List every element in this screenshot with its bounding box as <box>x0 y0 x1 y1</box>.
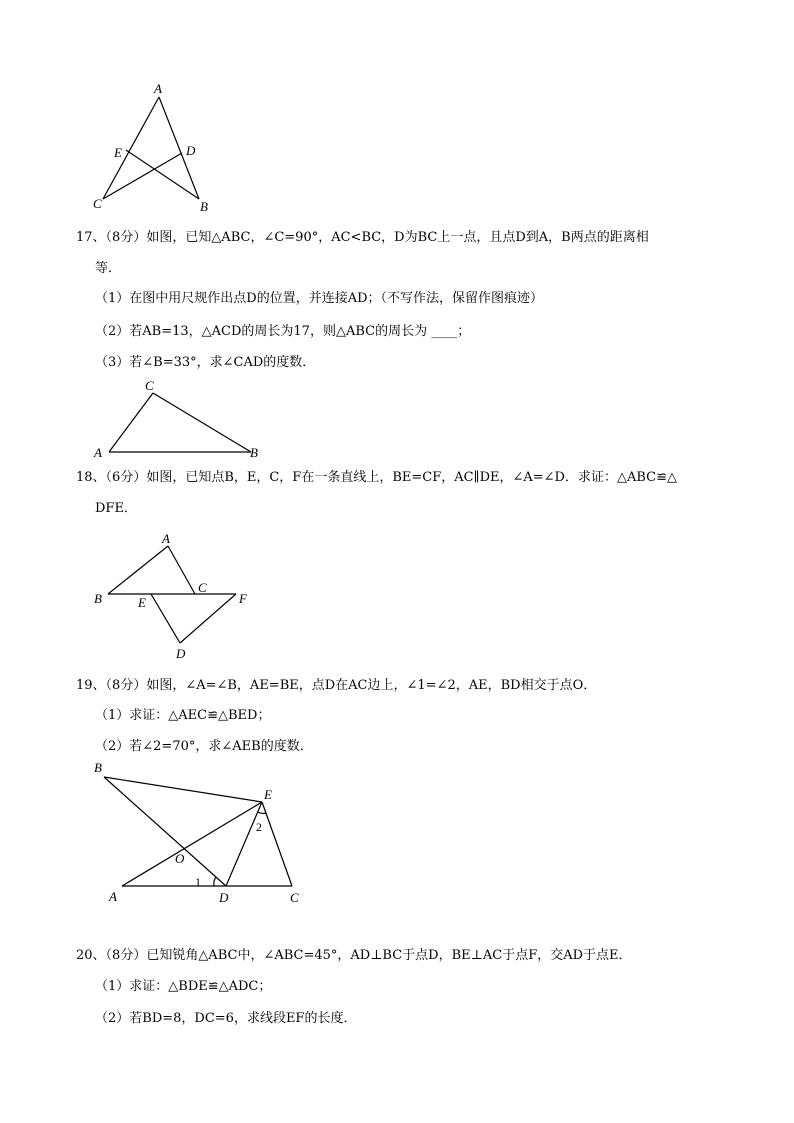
label-A: A <box>154 81 162 96</box>
q17-stem-cont: 等． <box>95 261 122 276</box>
segment-AC <box>109 393 153 452</box>
q20-stem: 20、（8分）已知锐角△ABC中，∠ABC=45°，AD⊥BC于点D，BE⊥AC于点F，交AD于点E． <box>76 948 632 963</box>
q20-part2: （2）若BD=8，DC=6，求线段EF的长度． <box>95 1011 357 1026</box>
q17-stem: 17、（8分）如图，已知△ABC，∠C=90°，AC<BC，D为BC上一点，且点D到A，B两点的距离相 <box>76 230 649 245</box>
segment-EC <box>262 802 292 886</box>
label-E: E <box>264 787 272 802</box>
q17-part1: （1）在图中用尺规作出点D的位置，并连接AD；（不写作法，保留作图痕迹） <box>95 291 544 306</box>
q18-stem: 18、（6分）如图，已知点B，E，C，F在一条直线上，BE=CF，AC∥DE，∠A=∠D．求证：△ABC≌△ <box>76 470 677 485</box>
label-B: B <box>250 445 258 460</box>
label-C: C <box>290 890 299 905</box>
label-angle-1: 1 <box>195 875 201 889</box>
label-B: B <box>200 199 208 214</box>
q17-part3: （3）若∠B=33°，求∠CAD的度数． <box>95 355 316 370</box>
segment-DF <box>180 594 236 643</box>
segment-AE <box>122 802 262 886</box>
figure-q18 <box>0 525 794 665</box>
figure-q19 <box>0 755 794 915</box>
label-D: D <box>219 890 229 905</box>
figure-q16 <box>0 0 794 220</box>
segment-AC <box>168 546 195 594</box>
q19-stem: 19、（8分）如图，∠A=∠B，AE=BE，点D在AC边上，∠1=∠2，AE，BD相交于点O． <box>76 678 597 693</box>
label-D: D <box>186 143 196 158</box>
label-A: A <box>162 531 170 546</box>
q19-part2: （2）若∠2=70°，求∠AEB的度数． <box>95 739 313 754</box>
segment-AC <box>103 97 159 199</box>
angle-1-arc <box>214 877 216 886</box>
q19-part1: （1）求证：△AEC≌△BED； <box>95 708 271 723</box>
label-C: C <box>145 378 154 393</box>
q18-stem-cont: DFE． <box>95 501 137 516</box>
segment-BA <box>108 546 168 594</box>
segment-ED <box>151 594 180 643</box>
label-O: O <box>175 851 185 866</box>
label-B: B <box>94 760 102 775</box>
label-E: E <box>114 145 122 160</box>
label-A: A <box>94 445 102 460</box>
q17-part2: （2）若AB=13，△ACD的周长为17，则△ABC的周长为 ____； <box>95 324 471 339</box>
label-D: D <box>176 646 186 661</box>
label-C: C <box>198 580 207 595</box>
label-F: F <box>239 591 247 606</box>
label-A: A <box>109 889 117 904</box>
label-C: C <box>93 196 102 211</box>
segment-CB <box>153 393 251 452</box>
segment-DE <box>226 802 262 886</box>
angle-2-arc <box>258 812 266 813</box>
label-E: E <box>138 595 146 610</box>
figure-q17 <box>0 370 794 470</box>
label-B: B <box>94 591 102 606</box>
q20-part1: （1）求证：△BDE≌△ADC； <box>95 979 272 994</box>
label-angle-2: 2 <box>256 820 262 834</box>
